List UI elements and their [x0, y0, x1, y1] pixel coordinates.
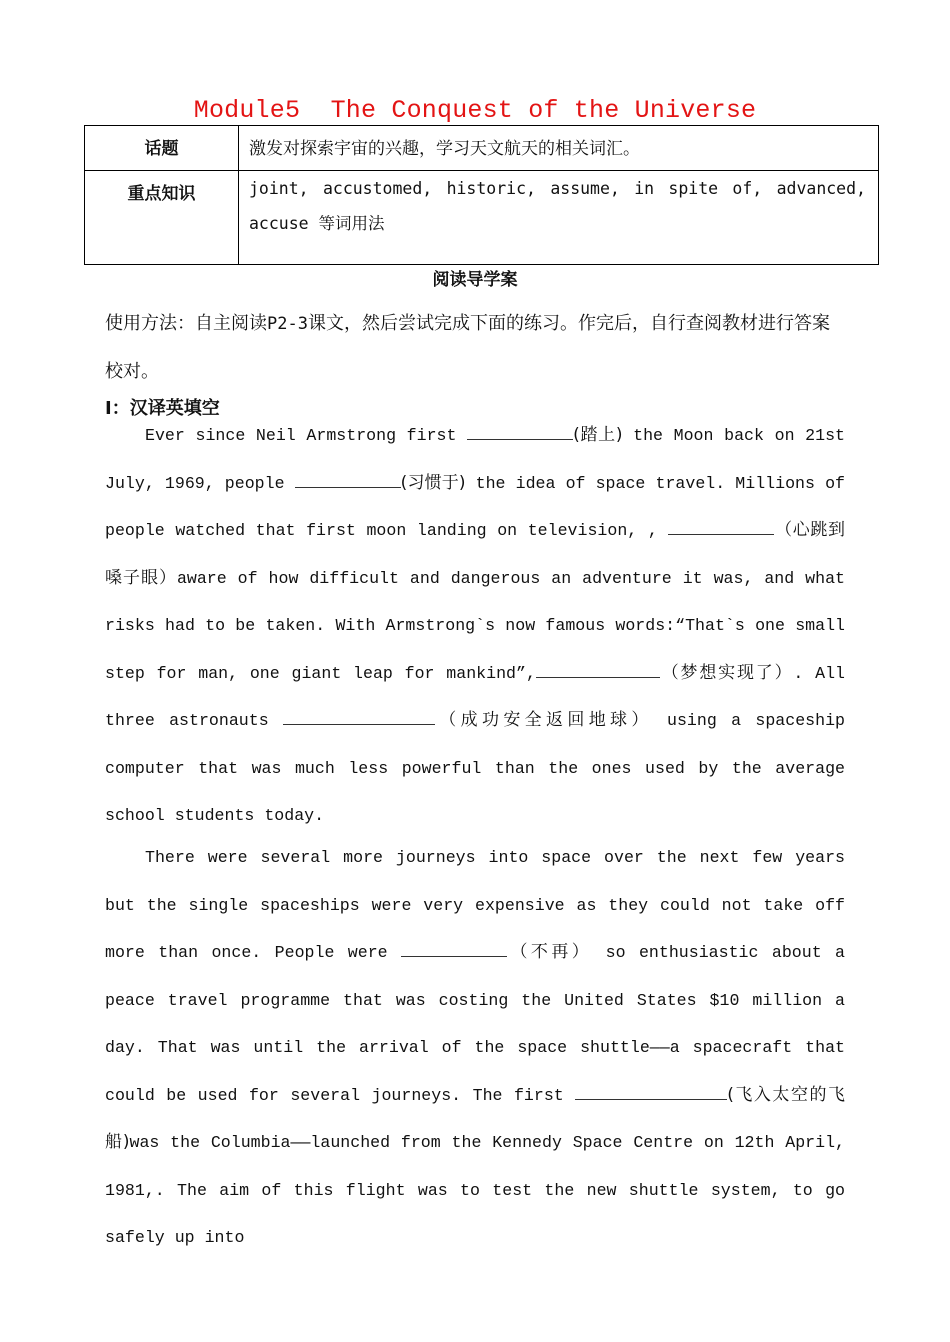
- topic-label: 话题: [85, 126, 239, 171]
- blank-7[interactable]: [575, 1083, 727, 1100]
- usage-prefix: 使用方法：自主阅读: [105, 313, 267, 334]
- p1-text-4: aware of how difficult and dangerous an adventure it was, and what risks had to be taken. With Armstrong`s now famous words:“That`s one small step for man, one giant leap for mankind”,: [105, 568, 845, 683]
- paragraph-2: [105, 834, 845, 1262]
- usage-pages: P2-3: [267, 314, 308, 334]
- paragraph-1: [105, 412, 845, 840]
- p1-text-6: using a spaceship computer that was much less powerful than the ones used by the average school students today.: [105, 711, 845, 825]
- p2-text-2: so enthusiastic about a peace travel programme that was costing the United States $10 million a day. That was until the arrival of the space shuttle——a spacecraft that could be used for several journeys. The first: [105, 943, 846, 1105]
- blank-1[interactable]: [467, 423, 573, 440]
- keypoints-line-2: accuse 等词用法: [249, 214, 385, 233]
- usage-instructions: [105, 300, 845, 395]
- hint-7: (飞入太空的飞船): [105, 1084, 845, 1152]
- page-title: Module5 The Conquest of the Universe: [193, 96, 757, 125]
- keypoints-row: [85, 171, 879, 265]
- section-title: 阅读导学案: [432, 270, 518, 290]
- part-heading: Ⅰ：汉译英填空: [105, 398, 220, 419]
- hint-5: （成功安全返回地球）: [434, 710, 653, 730]
- blank-4[interactable]: [536, 661, 660, 678]
- blank-3[interactable]: [668, 518, 774, 535]
- keypoints-line-1: joint, accustomed, historic, assume, in spite of, advanced,: [249, 179, 866, 198]
- p2-text-1: There were several more journeys into space over the next few years but the single spaceships were very expensive as they could not take off more than once. People were: [105, 848, 845, 962]
- p1-text-1: Ever since Neil Armstrong first: [145, 426, 468, 445]
- hint-4: （梦想实现了）: [659, 662, 794, 683]
- hint-2: (习惯于): [400, 472, 466, 493]
- topic-row: [85, 126, 879, 171]
- blank-5[interactable]: [283, 708, 435, 725]
- hint-6: （不再）: [507, 942, 593, 962]
- topic-value: 激发对探索宇宙的兴趣，学习天文航天的相关词汇。: [239, 126, 879, 171]
- p2-text-3: was the Columbia——launched from the Kennedy Space Centre on 12th April, 1981,. The aim of this flight was to test the new shuttle system, to go safely up into: [105, 1133, 845, 1247]
- info-table: [84, 125, 879, 265]
- hint-1: (踏上): [573, 425, 623, 445]
- blank-6[interactable]: [401, 940, 507, 957]
- p1-text-2: the Moon back on 21st July, 1969, people: [105, 426, 846, 493]
- blank-2[interactable]: [295, 471, 401, 488]
- keypoints-value: [239, 171, 879, 265]
- keypoints-label: 重点知识: [85, 171, 239, 265]
- usage-suffix: 课文，然后尝试完成下面的练习。作完后，自行查阅教材进行答案校对。: [105, 313, 830, 382]
- hint-3: （心跳到嗓子眼）: [105, 520, 845, 588]
- p1-text-3: the idea of space travel. Millions of people watched that first moon landing on television, ,: [105, 473, 845, 540]
- p1-text-5: . All three astronauts: [105, 663, 845, 730]
